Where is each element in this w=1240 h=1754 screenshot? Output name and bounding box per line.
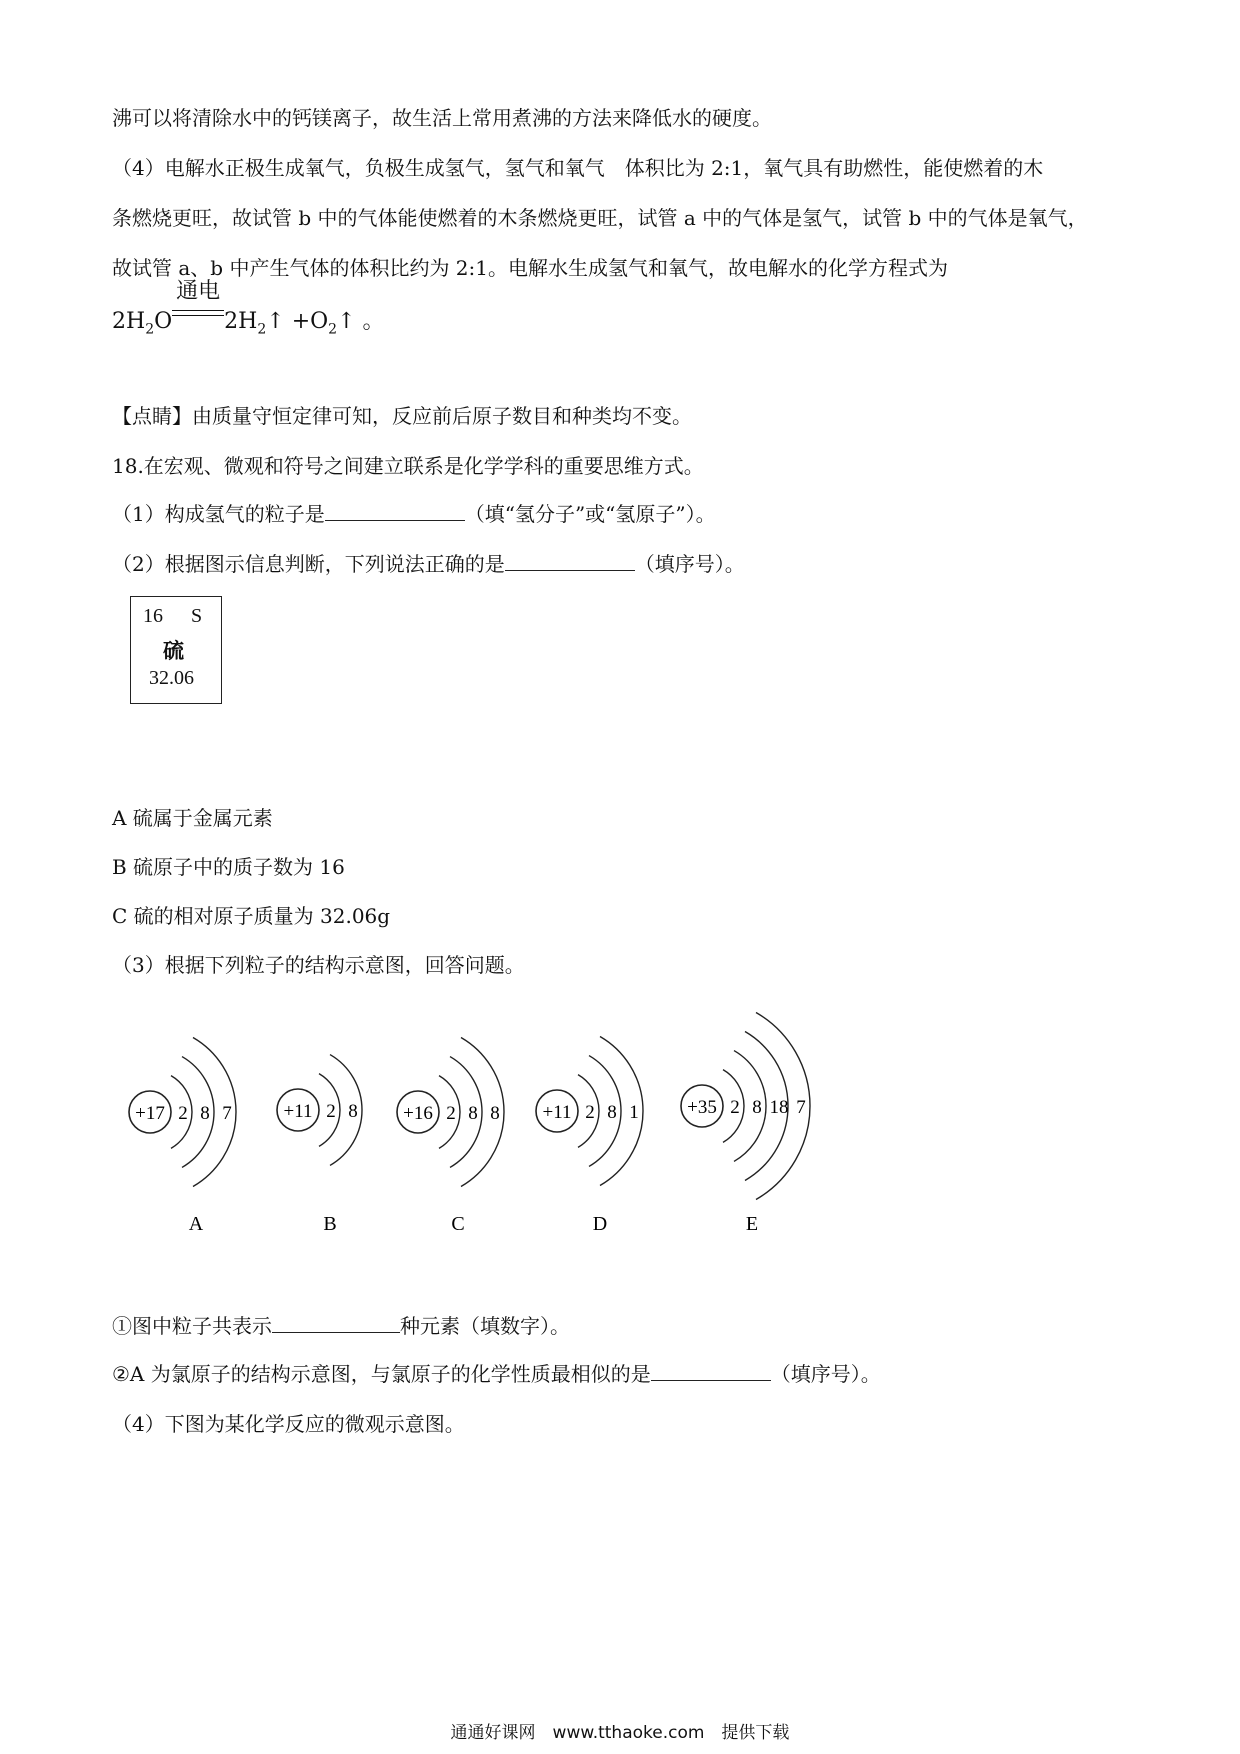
- electron-count: 1: [629, 1102, 639, 1123]
- atom-diagram-c: [397, 1038, 504, 1235]
- eq-right-mid: ↑ +O: [266, 309, 329, 334]
- nucleus-charge: +35: [687, 1097, 717, 1118]
- electron-count: 8: [490, 1103, 500, 1124]
- electron-count: 7: [222, 1103, 232, 1124]
- option-c: C 硫的相对原子质量为 32.06g: [112, 904, 391, 928]
- electron-count: 2: [178, 1103, 188, 1124]
- option-b: B 硫原子中的质子数为 16: [112, 855, 345, 879]
- eq-right1-sub: 2: [257, 321, 267, 338]
- eq-right2-sub: 2: [328, 321, 338, 338]
- element-symbol: S: [191, 605, 203, 627]
- electron-count: 7: [796, 1097, 806, 1118]
- atom-diagram-a: [129, 1038, 236, 1235]
- atom-label: D: [592, 1213, 608, 1235]
- nucleus-charge: +17: [135, 1103, 165, 1124]
- element-name: 硫: [163, 639, 184, 663]
- atomic-number: 16: [143, 605, 163, 627]
- electron-count: 8: [348, 1101, 358, 1122]
- tip-line: 【点睛】由质量守恒定律可知，反应前后原子数目和种类均不变。: [112, 404, 692, 428]
- question-18-part1: （1）构成氢气的粒子是 （填“氢分子”或“氢原子”）。: [112, 502, 716, 526]
- electron-count: 2: [585, 1102, 595, 1123]
- atom-diagram-b: [277, 1055, 362, 1235]
- electron-count: 2: [446, 1103, 456, 1124]
- atom-label: A: [188, 1213, 204, 1235]
- eq-left-tail: O: [154, 309, 173, 334]
- electron-count: 2: [730, 1097, 740, 1118]
- text-line-2: （4）电解水正极生成氧气，负极生成氢气，氢气和氧气 体积比为 2:1，氧气具有助燃性，能使燃着的木: [112, 156, 1044, 180]
- atomic-mass: 32.06: [149, 667, 194, 689]
- electron-count: 18: [769, 1097, 789, 1118]
- text-line-1: 沸可以将清除水中的钙镁离子，故生活上常用煮沸的方法来降低水的硬度。: [112, 106, 772, 130]
- condition-text: 通电: [176, 279, 221, 304]
- sub-question-1: ①图中粒子共表示 种元素（填数字）。: [112, 1314, 570, 1338]
- eq-right-tail: ↑ 。: [337, 309, 385, 334]
- text-line-4: 故试管 a、b 中产生气体的体积比约为 2:1。电解水生成氢气和氧气，故电解水的化学方程式为: [112, 256, 948, 280]
- eq-right1: 2H: [224, 309, 258, 334]
- eq-left: 2H: [112, 309, 146, 334]
- atom-diagram-e: [681, 1012, 810, 1235]
- page-footer: 通通好课网 www.tthaoke.com 提供下载: [450, 1723, 790, 1743]
- question-18-part4: （4）下图为某化学反应的微观示意图。: [112, 1412, 465, 1436]
- electron-count: 8: [607, 1102, 617, 1123]
- sub-question-2: ②A 为氯原子的结构示意图，与氯原子的化学性质最相似的是 （填序号）。: [112, 1362, 881, 1386]
- atom-label: B: [323, 1213, 337, 1235]
- atom-diagram-d: [536, 1037, 643, 1235]
- electron-count: 8: [200, 1103, 210, 1124]
- atom-label: E: [745, 1213, 759, 1235]
- question-18-part2: （2）根据图示信息判断，下列说法正确的是 （填序号）。: [112, 552, 745, 576]
- eq-left-sub: 2: [145, 321, 155, 338]
- nucleus-charge: +11: [283, 1101, 313, 1122]
- electron-count: 8: [752, 1097, 762, 1118]
- atom-label: C: [451, 1213, 465, 1235]
- question-18-part3: （3）根据下列粒子的结构示意图，回答问题。: [112, 953, 525, 977]
- answer-blank-4: [651, 1362, 771, 1381]
- text-line-3: 条燃烧更旺，故试管 b 中的气体能使燃着的木条燃烧更旺，试管 a 中的气体是氢气，试管 b 中的气体是氧气，: [112, 206, 1088, 230]
- question-18-stem: 18.在宏观、微观和符号之间建立联系是化学学科的重要思维方式。: [112, 454, 704, 478]
- electron-count: 2: [326, 1101, 336, 1122]
- electron-count: 8: [468, 1103, 478, 1124]
- answer-blank-3: [272, 1314, 400, 1333]
- nucleus-charge: +11: [542, 1102, 572, 1123]
- nucleus-charge: +16: [403, 1103, 433, 1124]
- option-a: A 硫属于金属元素: [112, 806, 273, 830]
